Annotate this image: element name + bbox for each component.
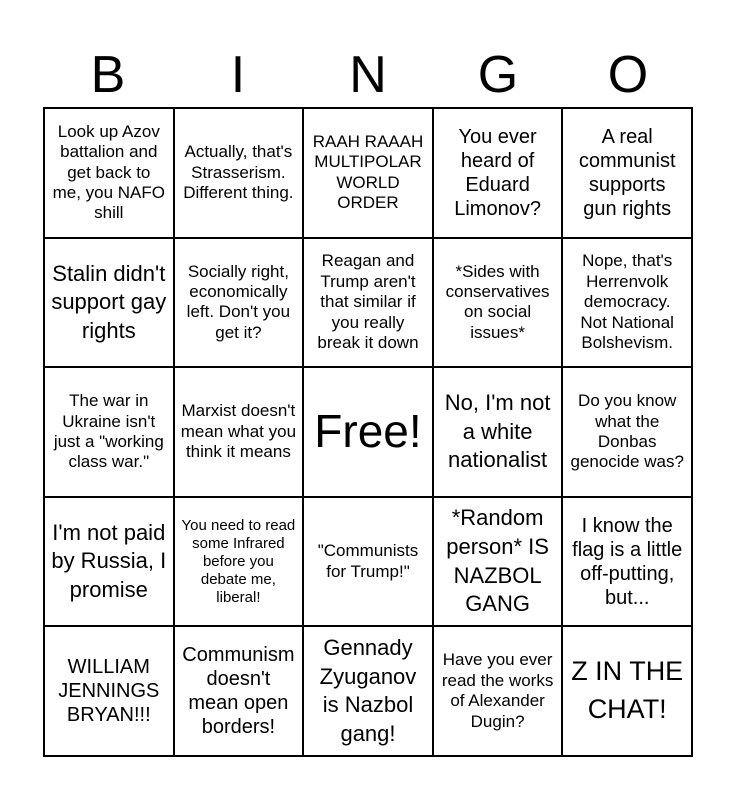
- header-letter-n: N: [349, 46, 387, 104]
- bingo-cell[interactable]: WILLIAM JENNINGS BRYAN!!!: [44, 626, 174, 756]
- bingo-cell[interactable]: No, I'm not a white nationalist: [433, 367, 563, 497]
- bingo-cell[interactable]: RAAH RAAAH MULTIPOLAR WORLD ORDER: [303, 108, 433, 238]
- free-space-cell[interactable]: Free!: [303, 367, 433, 497]
- bingo-cell[interactable]: Socially right, economically left. Don't you get it?: [174, 238, 304, 368]
- header-letter-o: O: [607, 46, 649, 104]
- header-letter-i: I: [230, 46, 246, 104]
- bingo-cell[interactable]: A real communist supports gun rights: [562, 108, 692, 238]
- bingo-cell[interactable]: Reagan and Trump aren't that similar if you really break it down: [303, 238, 433, 368]
- bingo-cell[interactable]: Stalin didn't support gay rights: [44, 238, 174, 368]
- bingo-grid: [43, 107, 693, 757]
- bingo-cell[interactable]: *Random person* IS NAZBOL GANG: [433, 497, 563, 627]
- bingo-cell[interactable]: I know the flag is a little off-putting, but...: [562, 497, 692, 627]
- bingo-cell[interactable]: "Communists for Trump!": [303, 497, 433, 627]
- bingo-cell[interactable]: You ever heard of Eduard Limonov?: [433, 108, 563, 238]
- bingo-cell[interactable]: Actually, that's Strasserism. Different thing.: [174, 108, 304, 238]
- header-letter-g: G: [477, 46, 519, 104]
- bingo-cell[interactable]: You need to read some Infrared before you debate me, liberal!: [174, 497, 304, 627]
- bingo-cell[interactable]: Have you ever read the works of Alexander Dugin?: [433, 626, 563, 756]
- bingo-cell[interactable]: Communism doesn't mean open borders!: [174, 626, 304, 756]
- bingo-header: [43, 45, 693, 105]
- bingo-cell[interactable]: Nope, that's Herrenvolk democracy. Not National Bolshevism.: [562, 238, 692, 368]
- bingo-cell[interactable]: Look up Azov battalion and get back to me, you NAFO shill: [44, 108, 174, 238]
- bingo-cell[interactable]: Do you know what the Donbas genocide was?: [562, 367, 692, 497]
- bingo-cell[interactable]: *Sides with conservatives on social issues*: [433, 238, 563, 368]
- bingo-cell[interactable]: I'm not paid by Russia, I promise: [44, 497, 174, 627]
- bingo-cell[interactable]: Gennady Zyuganov is Nazbol gang!: [303, 626, 433, 756]
- bingo-cell[interactable]: Z IN THE CHAT!: [562, 626, 692, 756]
- bingo-cell[interactable]: The war in Ukraine isn't just a "working class war.": [44, 367, 174, 497]
- header-letter-b: B: [90, 46, 126, 104]
- bingo-cell[interactable]: Marxist doesn't mean what you think it means: [174, 367, 304, 497]
